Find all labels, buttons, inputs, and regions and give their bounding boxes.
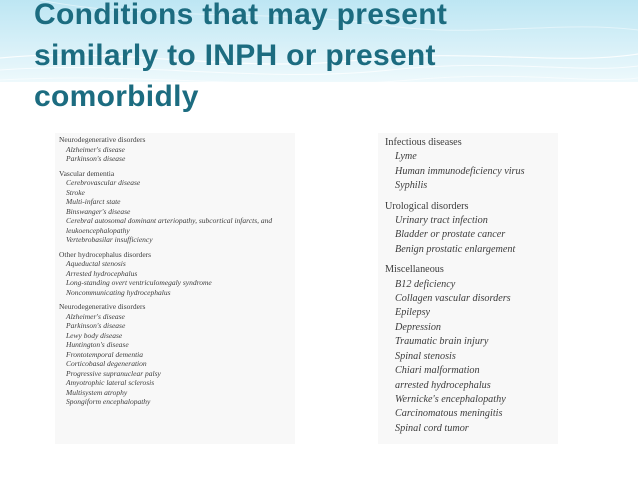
condition-item: Alzheimer's disease	[66, 144, 125, 154]
category-heading: Urological disorders	[385, 200, 469, 212]
category-heading: Neurodegenerative disorders	[59, 135, 146, 144]
condition-item: Arrested hydrocephalus	[66, 268, 138, 278]
condition-item: Human immunodeficiency virus	[395, 165, 525, 177]
category-heading: Neurodegenerative disorders	[59, 302, 146, 311]
condition-item: Parkinson's disease	[66, 154, 126, 163]
condition-item: Corticobasal degeneration	[66, 359, 147, 368]
condition-item: Cerebrovascular disease	[66, 178, 141, 187]
category-heading: Miscellaneous	[385, 264, 444, 276]
condition-item: Huntington's disease	[66, 340, 129, 349]
slide-title-line: comorbidly	[34, 80, 199, 113]
condition-item: Epilepsy	[395, 307, 431, 319]
slide-title	[34, 0, 594, 117]
slide-title-line: Conditions that may present	[34, 0, 448, 31]
condition-item: B12 deficiency	[395, 278, 456, 290]
condition-item: Progressive supranuclear palsy	[66, 368, 161, 378]
condition-item: Alzheimer's disease	[66, 311, 125, 321]
condition-item: Traumatic brain injury	[395, 336, 489, 348]
condition-item: Spinal stenosis	[395, 350, 456, 362]
condition-item: Urinary tract infection	[395, 215, 488, 227]
condition-item: Parkinson's disease	[66, 321, 126, 330]
condition-item: Carcinomatous meningitis	[395, 408, 503, 420]
right-conditions-table	[378, 133, 558, 444]
condition-item: Bladder or prostate cancer	[395, 229, 506, 241]
condition-item: Syphilis	[395, 180, 428, 192]
condition-item: Frontotemporal dementia	[66, 349, 144, 359]
condition-item: Amyotrophic lateral sclerosis	[66, 378, 155, 387]
condition-item: arrested hydrocephalus	[395, 379, 491, 391]
category-heading: Vascular dementia	[59, 168, 115, 178]
category-heading: Other hydrocephalus disorders	[59, 249, 152, 259]
slide-title-line: similarly to INPH or present	[34, 39, 436, 72]
condition-item: Chiari malformation	[395, 365, 480, 377]
condition-item: Multi-infarct state	[66, 197, 121, 206]
condition-item: Vertebrobasilar insufficiency	[66, 235, 153, 244]
condition-item: Spongiform encephalopathy	[66, 397, 151, 406]
condition-item: leukoencephalopathy	[66, 225, 130, 235]
left-conditions-table	[55, 133, 295, 444]
condition-item: Lyme	[395, 151, 417, 163]
condition-item: Spinal cord tumor	[395, 422, 469, 434]
condition-item: Cerebral autosomal dominant arteriopathy, subcortical infarcts, and	[66, 216, 273, 225]
right-conditions-list	[378, 133, 558, 436]
condition-item: Multisystem atrophy	[66, 387, 128, 397]
condition-item: Collagen vascular disorders	[395, 293, 511, 305]
condition-item: Binswanger's disease	[66, 206, 131, 216]
condition-item: Lewy body disease	[66, 330, 123, 340]
left-conditions-list	[55, 133, 295, 407]
condition-item: Stroke	[66, 187, 85, 197]
category-heading: Infectious diseases	[385, 137, 462, 148]
condition-item: Long-standing overt ventriculomegaly syndrome	[66, 278, 212, 287]
condition-item: Depression	[395, 321, 442, 333]
condition-item: Noncommunicating hydrocephalus	[66, 287, 171, 297]
condition-item: Benign prostatic enlargement	[395, 243, 516, 255]
condition-item: Wernicke's encephalopathy	[395, 393, 506, 405]
condition-item: Aqueductal stenosis	[66, 259, 126, 268]
